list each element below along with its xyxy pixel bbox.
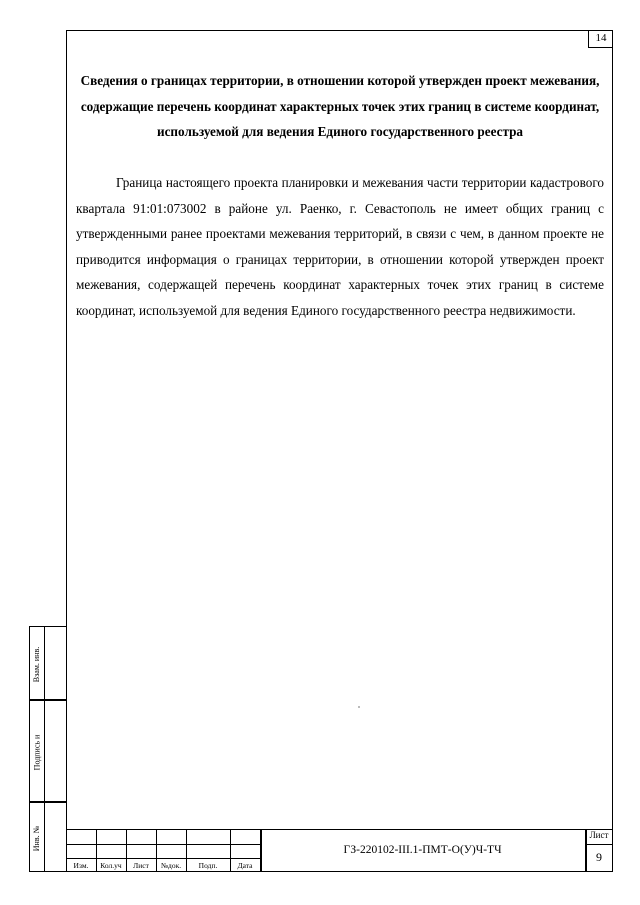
scan-speck [358,706,360,708]
page-number: 14 [588,30,613,48]
side-stamp-vzam [29,626,66,700]
side-label-podpis: Подпись и [32,734,42,770]
document-code: ГЗ-220102-III.1-ПМТ-О(У)Ч-ТЧ [343,844,502,856]
col-ndok: №док. [160,861,182,870]
sheet-label: Лист [589,830,609,840]
section-heading: Сведения о границах территории, в отношении которой утвержден проект межевания, содержащие перечень координат характерных точек этих границ в системе координат, используемой для ведения Единого государственного реестра [80,73,600,139]
col-kol-uch: Кол.уч [100,861,122,870]
page-frame [66,30,613,872]
sheet-number: 9 [596,850,602,864]
side-stamp-podpis [29,700,66,802]
col-data: Дата [237,861,253,870]
col-list: Лист [133,861,149,870]
col-izm: Изм. [73,861,89,870]
body-paragraph: Граница настоящего проекта планировки и межевания части территории кадастрового квартала 91:01:073002 в районе ул. Раенко, г. Севастополь не имеет общих границ с утвержденными ранее проектами межевания территорий, в связи с чем, в данном проекте не приводится информация о границах территории, в отношении которой утвержден проект межевания, содержащей перечень координат характерных точек этих границ в системе координат, используемой для ведения Единого государственного реестра недвижимости. [76,175,604,318]
title-block [66,829,613,872]
col-podp: Подп. [198,861,218,870]
side-label-inv: Инв. № [32,825,42,851]
side-label-vzam: Взам. инв. [32,646,42,682]
side-stamp-inv [29,802,66,872]
